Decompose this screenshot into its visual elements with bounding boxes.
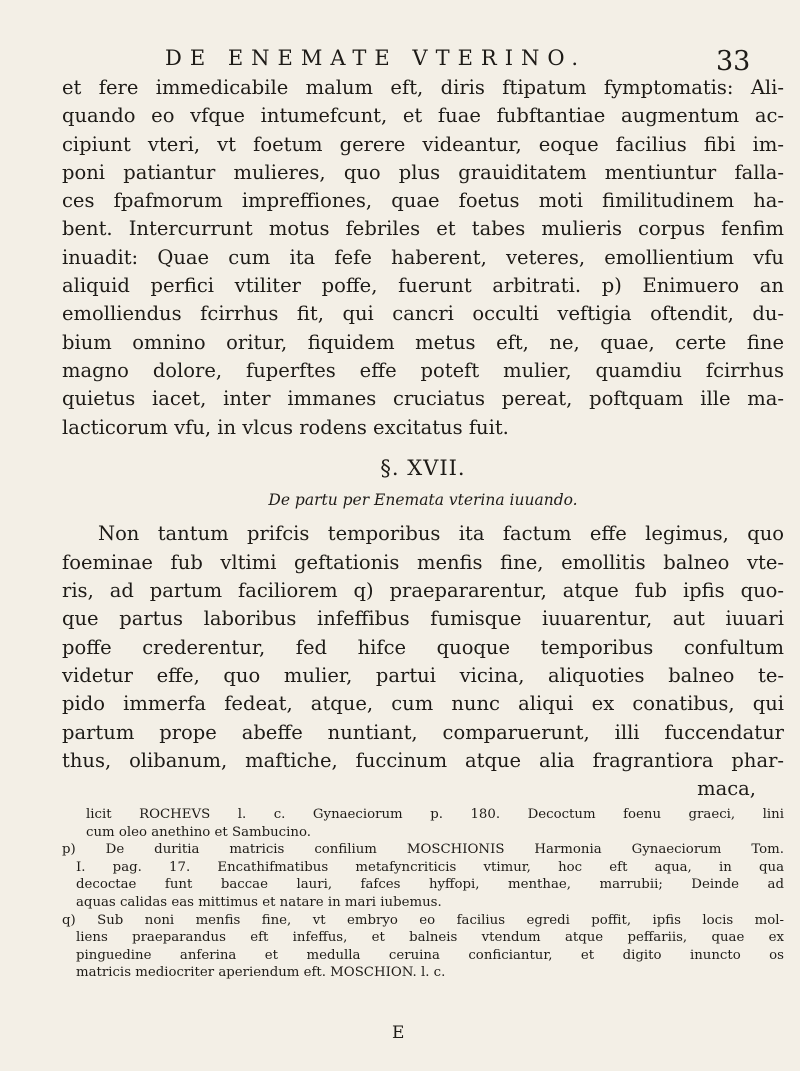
text-line: que partus laboribus infeffibus fumisque iuuarentur, aut iuuari (62, 607, 784, 631)
text-line: emolliendus fcirrhus fit, qui cancri occulti veftigia oftendit, du- (62, 302, 784, 326)
footnote-line: I. pag. 17. Encathifmatibus metafyncriticis vtimur, hoc eft aqua, in qua (76, 859, 784, 875)
footnote-line: liens praeparandus eft infeffus, et balneis vtendum atque peffariis, quae ex (76, 930, 784, 946)
text-line: ris, ad partum faciliorem q) praepararentur, atque fub ipfis quo- (62, 579, 784, 603)
text-line: inuadit: Quae cum ita fefe haberent, veteres, emollientium vfu (62, 245, 784, 269)
footnote-line: decoctae funt baccae lauri, fafces hyffopi, menthae, marrubii; Deinde ad (76, 877, 784, 893)
signature-mark: E (392, 1023, 405, 1043)
footnote-line: p) De duritia matricis confilium MOSCHIONIS Harmonia Gynaeciorum Tom. (62, 842, 784, 858)
text-line: foeminae fub vltimi geftationis menfis fine, emollitis balneo vte- (62, 550, 784, 574)
text-line: pido immerfa fedeat, atque, cum nunc aliqui ex conatibus, qui (62, 692, 784, 716)
page-number: 33 (716, 46, 751, 77)
text-line: lacticorum vfu, in vlcus rodens excitatus fuit. (62, 415, 509, 439)
text-line: poffe crederentur, fed hifce quoque temporibus confultum (62, 635, 784, 659)
footnote-line: licit ROCHEVS l. c. Gynaeciorum p. 180. Decoctum foenu graeci, lini (86, 807, 784, 822)
text-line: cipiunt vteri, vt foetum gerere videantur, eoque facilius fibi im- (62, 132, 784, 156)
footnote-line: cum oleo anethino et Sambucino. (86, 824, 311, 840)
catchword: maca, (697, 777, 756, 801)
text-line: Non tantum prifcis temporibus ita factum effe legimus, quo (98, 522, 784, 546)
text-line: aliquid perfici vtiliter poffe, fuerunt arbitrati. p) Enimuero an (62, 274, 784, 298)
text-line: quietus iacet, inter immanes cruciatus pereat, poftquam ille ma- (62, 387, 784, 411)
text-line: bium omnino oritur, fiquidem metus eft, ne, quae, certe fine (62, 330, 784, 354)
text-line: thus, olibanum, maftiche, fuccinum atque alia fragrantiora phar- (62, 748, 784, 772)
footnote-line: matricis mediocriter aperiendum eft. MOSCHION. l. c. (76, 965, 446, 981)
text-line: poni patiantur mulieres, quo plus grauiditatem mentiuntur falla- (62, 160, 784, 184)
footnotes (62, 806, 784, 982)
footnote-line: aquas calidas eas mittimus et natare in mari iubemus. (76, 894, 442, 910)
text-line: magno dolore, fuperftes effe poteft mulier, quamdiu fcirrhus (62, 358, 784, 382)
text-line: et fere immedicabile malum eft, diris ftipatum fymptomatis: Ali- (62, 76, 784, 99)
running-title (165, 46, 705, 70)
section-number: §. XVII. (380, 455, 466, 480)
text-line: videtur effe, quo mulier, partui vicina, aliquoties balneo te- (62, 663, 784, 687)
text-line: quando eo vfque intumefcunt, et fuae fubftantiae augmentum ac- (62, 104, 784, 128)
text-line: ces fpafmorum impreffiones, quae foetus moti fimilitudinem ha- (62, 189, 784, 213)
main-text (62, 74, 784, 803)
section-title: De partu per Enemata vterina iuuando. (268, 491, 578, 510)
text-line: bent. Intercurrunt motus febriles et tabes mulieris corpus fenfim (62, 217, 784, 241)
footnote-line: pinguedine anferina et medulla ceruina conficiantur, et digito inuncto os (76, 947, 784, 963)
running-title-text: DE ENEMATE VTERINO. (165, 46, 587, 70)
text-line: partum prope abeffe nuntiant, comparuerunt, illi fuccendatur (62, 720, 784, 744)
footnote-line: q) Sub noni menfis fine, vt embryo eo facilius egredi poffit, ipfis locis mol- (62, 912, 784, 928)
